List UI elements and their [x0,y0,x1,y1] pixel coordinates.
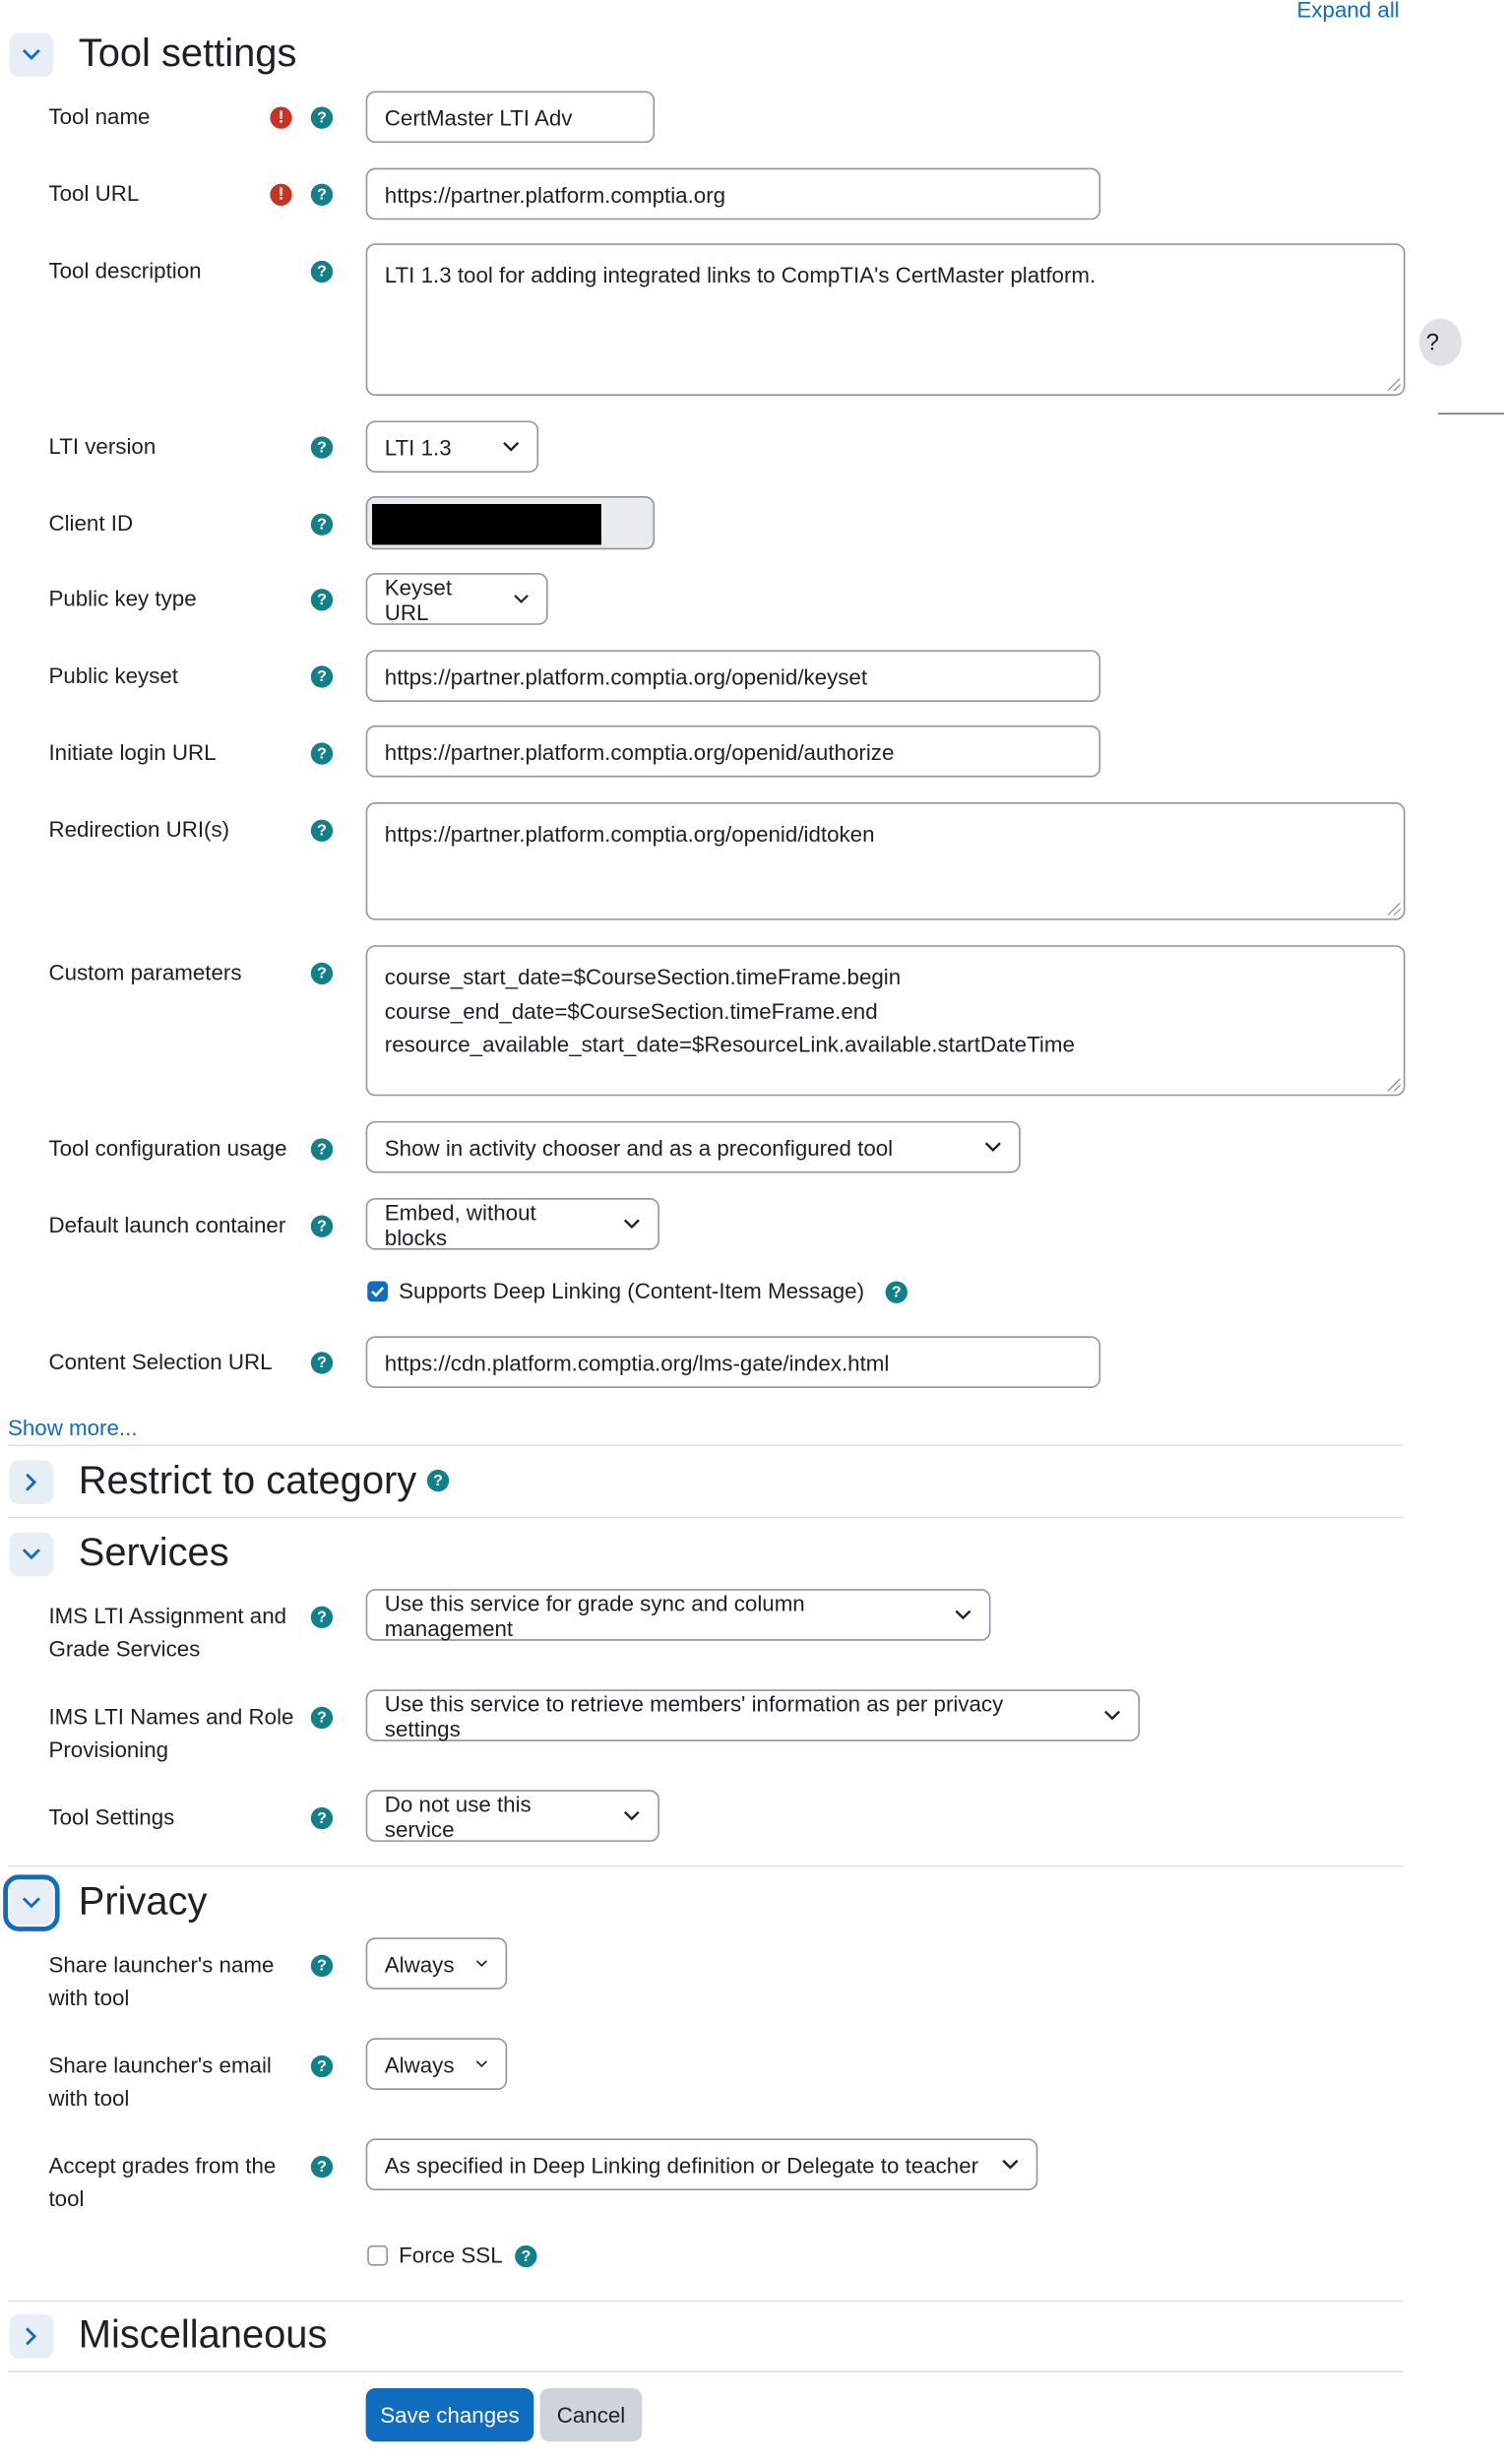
section-divider [8,1865,1404,1867]
chevron-down-icon [22,1897,40,1910]
public-keyset-label: Public keyset [48,663,179,688]
section-title-restrict-to-category: Restrict to category [78,1458,417,1503]
tool-settings-service-select[interactable] [366,1790,659,1842]
help-icon[interactable]: ? [515,2245,536,2267]
tool-name-input[interactable]: CertMaster LTI Adv [366,92,655,144]
chevron-down-icon [984,1142,1002,1153]
content-selection-url-label: Content Selection URL [48,1349,273,1374]
resize-grip-icon[interactable] [1388,1079,1401,1092]
default-launch-container-label: Default launch container [48,1212,286,1237]
help-icon[interactable]: ? [311,742,333,764]
force-ssl-label: Force SSL [399,2242,503,2268]
initiate-login-url-label: Initiate login URL [48,739,217,765]
section-divider [8,1517,1404,1519]
accept-grades-value: As specified in Deep Linking definition or Delegate to teacher [384,2151,979,2178]
public-keyset-input[interactable]: https://partner.platform.comptia.org/openid/keyset [366,650,1100,702]
section-title-miscellaneous: Miscellaneous [78,2312,328,2358]
expand-all-link[interactable]: Expand all [1296,0,1400,23]
help-icon[interactable]: ? [311,1807,333,1829]
redirection-uris-textarea[interactable] [366,802,1406,920]
help-icon[interactable]: ? [886,1282,908,1303]
custom-parameters-text: course_start_date=$CourseSection.timeFrame.begin course_end_date=$CourseSection.timeFrame.end resource_available_start_date=$ResourceLink.available.startDateTime [384,964,1075,1057]
tool-configuration-usage-value: Show in activity chooser and as a preconfigured tool [384,1134,894,1160]
share-name-value: Always [384,1950,455,1977]
chevron-right-icon [26,1473,38,1491]
help-icon[interactable]: ? [311,261,333,283]
ags-value: Use this service for grade sync and column management [384,1589,805,1640]
default-launch-container-select[interactable] [366,1198,659,1250]
restrict-to-category-toggle[interactable] [10,1460,54,1504]
help-icon[interactable]: ? [311,106,333,128]
help-icon[interactable]: ? [311,1216,333,1237]
chevron-right-icon [26,2327,38,2346]
public-key-type-select[interactable] [366,573,548,625]
share-email-value: Always [384,2051,455,2077]
help-icon[interactable]: ? [311,1138,333,1160]
section-divider [8,2370,1404,2372]
initiate-login-url-input[interactable]: https://partner.platform.comptia.org/openid/authorize [366,726,1100,778]
tool-description-label: Tool description [48,257,202,284]
deep-linking-checkbox[interactable] [367,1282,388,1302]
help-icon[interactable]: ? [311,1352,333,1373]
client-id-label: Client ID [48,510,134,536]
tool-configuration-usage-label: Tool configuration usage [48,1135,287,1161]
required-icon: ! [270,184,291,206]
client-id-input [366,496,655,549]
public-key-type-label: Public key type [48,585,197,611]
section-divider [8,2301,1404,2303]
lti-version-label: LTI version [48,433,157,459]
chevron-down-icon [476,2058,488,2069]
drawer-help-button[interactable] [1419,319,1462,366]
save-changes-button[interactable]: Save changes [366,2388,534,2441]
chevron-down-icon [22,1548,40,1561]
default-launch-container-value: Embed, without blocks [384,1198,536,1249]
chevron-down-icon [502,441,520,452]
section-title-services: Services [78,1531,229,1575]
redirection-uris-text: https://partner.platform.comptia.org/openid/idtoken [384,821,875,847]
drawer-divider [1438,412,1504,414]
force-ssl-checkbox[interactable] [367,2245,388,2266]
section-title-tool-settings: Tool settings [78,31,297,76]
redirection-uris-label: Redirection URI(s) [48,816,230,842]
help-icon[interactable]: ? [311,820,333,842]
required-icon: ! [270,106,291,128]
accept-grades-label: Accept grades from the tool [48,2152,277,2211]
tool-name-label: Tool name [48,103,151,129]
ags-label: IMS LTI Assignment and Grade Services [48,1603,287,1662]
tool-settings-toggle[interactable] [10,32,54,77]
chevron-down-icon [1103,1710,1120,1721]
help-icon[interactable]: ? [311,1955,333,1977]
lti-version-select[interactable] [366,420,538,473]
lti-version-value: LTI 1.3 [384,434,452,460]
nrps-value: Use this service to retrieve members' information as per privacy settings [384,1690,1004,1741]
tool-configuration-usage-select[interactable] [366,1121,1021,1173]
tool-description-text: LTI 1.3 tool for adding integrated links to CompTIA's CertMaster platform. [384,262,1097,287]
services-toggle[interactable] [10,1533,54,1577]
section-title-privacy: Privacy [78,1879,208,1924]
help-icon[interactable]: ? [311,514,333,536]
tool-settings-service-value: Do not use this service [384,1791,532,1842]
resize-grip-icon[interactable] [1388,378,1401,391]
deep-linking-label: Supports Deep Linking (Content-Item Message) [399,1278,865,1303]
nrps-select[interactable] [366,1689,1140,1741]
checkmark-icon [370,1286,384,1296]
help-icon[interactable]: ? [311,2156,333,2178]
tool-url-input[interactable]: https://partner.platform.comptia.org [366,168,1100,221]
resize-grip-icon[interactable] [1388,903,1401,916]
content-selection-url-input[interactable]: https://cdn.platform.comptia.org/lms-gate/index.html [366,1336,1100,1388]
help-icon[interactable]: ? [311,963,333,984]
chevron-down-icon [514,594,530,604]
help-icon[interactable]: ? [311,2055,333,2077]
section-divider [8,1444,1404,1446]
question-icon: ? [1425,329,1440,356]
share-name-label: Share launcher's name with tool [48,1951,275,2010]
miscellaneous-toggle[interactable] [10,2314,54,2359]
help-icon[interactable]: ? [311,665,333,687]
share-name-select[interactable] [366,1937,508,1990]
help-icon[interactable]: ? [311,436,333,458]
custom-parameters-textarea[interactable] [366,945,1406,1096]
custom-parameters-label: Custom parameters [48,959,242,985]
cancel-button[interactable]: Cancel [540,2388,643,2441]
help-icon[interactable]: ? [311,1607,333,1628]
chevron-down-icon [955,1610,971,1620]
nrps-label: IMS LTI Names and Role Provisioning [48,1703,294,1762]
share-email-select[interactable] [366,2038,508,2090]
redacted-block [372,504,601,544]
chevron-down-icon [22,48,40,61]
chevron-down-icon [476,1958,488,1969]
chevron-down-icon [1002,2159,1020,2170]
help-icon[interactable]: ? [311,589,333,610]
public-key-type-value: Keyset URL [384,573,453,625]
help-icon[interactable]: ? [311,184,333,206]
help-icon[interactable]: ? [311,1707,333,1729]
chevron-down-icon [624,1810,641,1821]
help-icon[interactable]: ? [427,1470,449,1491]
show-more-link[interactable]: Show more... [7,1415,138,1440]
share-email-label: Share launcher's email with tool [48,2052,272,2111]
tool-url-label: Tool URL [48,180,140,206]
privacy-toggle[interactable] [10,1881,54,1926]
tool-settings-service-label: Tool Settings [48,1803,175,1830]
tool-description-textarea[interactable] [366,243,1406,396]
chevron-down-icon [623,1219,640,1230]
accept-grades-select[interactable] [366,2138,1038,2190]
ags-select[interactable] [366,1589,991,1641]
